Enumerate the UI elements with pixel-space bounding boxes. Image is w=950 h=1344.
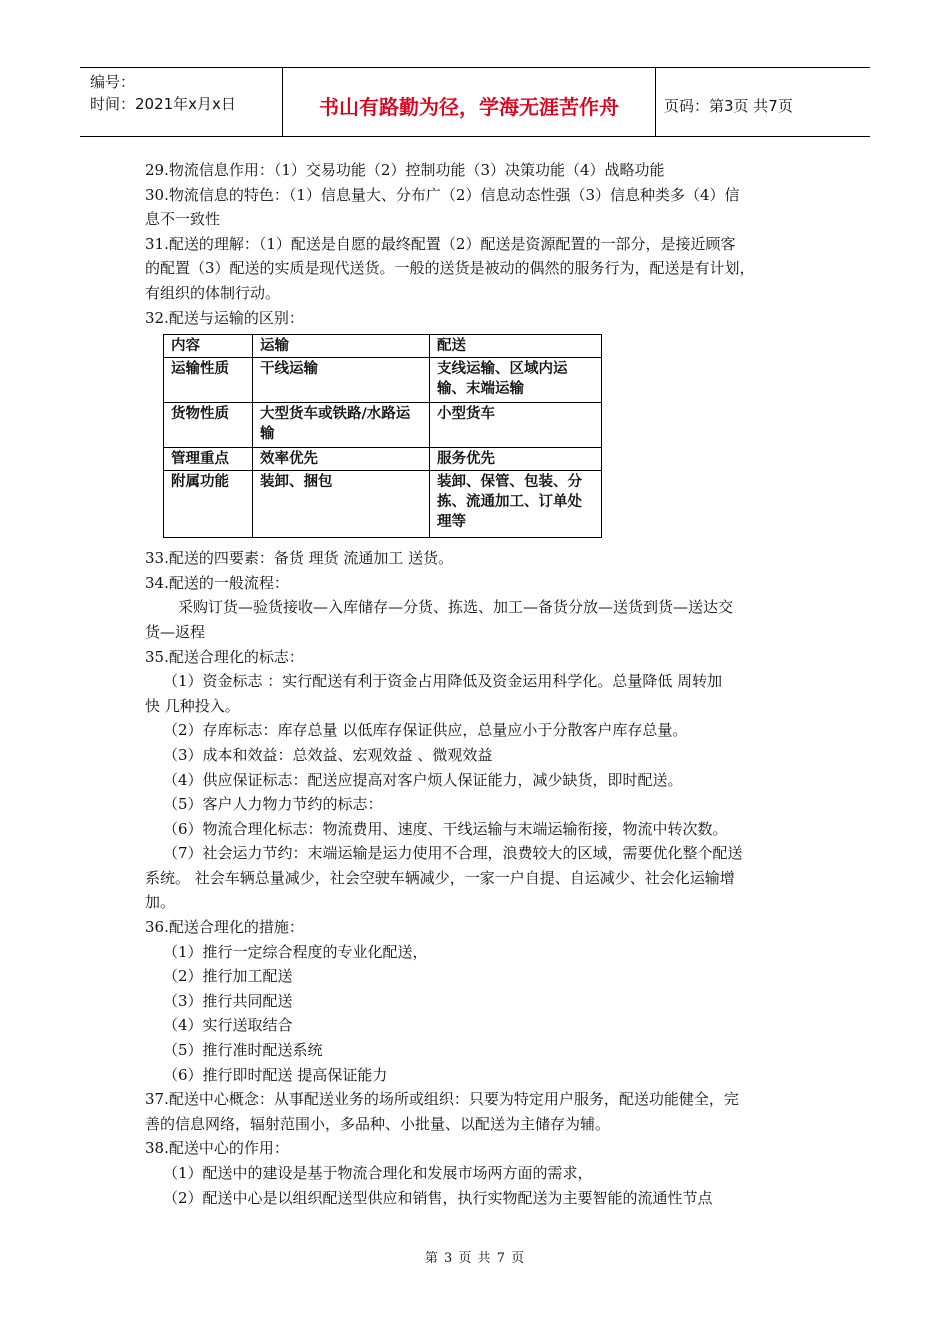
table-row [164,358,602,403]
list-item: （6）推行即时配送 提高保证能力 [163,1065,388,1084]
text-line: 31.配送的理解：（1）配送是自愿的最终配置（2）配送是资源配置的一部分，是接近顾客 [145,234,736,253]
header-number: 编号： [90,73,136,91]
text-line: 加。 [145,893,176,912]
text-line: 35.配送合理化的标志： [145,647,304,666]
table-cell: 大型货车或铁路/水路运输 [253,403,430,448]
list-item: （5）客户人力物力节约的标志： [163,795,383,814]
list-item: （4）实行送取结合 [163,1016,293,1035]
list-item: （6）物流合理化标志：物流费用、速度、干线运输与末端运输衔接，物流中转次数。 [163,819,728,838]
table-cell: 配送 [430,335,602,358]
table-row [164,448,602,471]
page-header [80,67,870,137]
text-line: 38.配送中心的作用： [145,1139,289,1158]
table-row [164,471,602,538]
list-item: （1）资金标志 ：实行配送有利于资金占用降低及资金运用科学化。总量降低 周转加 [163,672,723,691]
table-cell: 小型货车 [430,403,602,448]
list-item: （5）推行准时配送系统 [163,1041,323,1060]
header-motto: 书山有路勤为径，学海无涯苦作舟 [283,68,656,136]
text-line: 的配置（3）配送的实质是现代送货。一般的送货是被动的偶然的服务行为，配送是有计划， [145,259,755,278]
text-line: 有组织的体制行动。 [145,283,281,302]
text-line: 货—返程 [145,622,206,641]
text-line: 采购订货—验货接收—入库储存—分货、拣选、加工—备货分放—送货到货—送达交 [178,598,734,617]
table-cell: 附属功能 [164,471,253,538]
table-cell: 内容 [164,335,253,358]
table-cell: 装卸、捆包 [253,471,430,538]
list-item: （2）存库标志：库存总量 以低库存保证供应，总量应小于分散客户库存总量。 [163,721,688,740]
text-line: 37.配送中心概念：从事配送业务的场所或组织：只要为特定用户服务，配送功能健全，完 [145,1090,739,1109]
list-item: （4）供应保证标志：配送应提高对客户烦人保证能力，减少缺货，即时配送。 [163,770,683,789]
text-line: 32.配送与运输的区别： [145,308,304,327]
list-item: （2）推行加工配送 [163,967,293,986]
text-line: 息不一致性 [145,210,221,229]
text-line: 系统。 社会车辆总量减少，社会空驶车辆减少，一家一户自提、自运减少、社会化运输增 [145,868,735,887]
list-item: （7）社会运力节约：末端运输是运力使用不合理，浪费较大的区域，需要优化整个配送 [163,844,743,863]
comparison-table [163,334,602,538]
text-line: 34.配送的一般流程： [145,573,289,592]
table-cell: 服务优先 [430,448,602,471]
text-line: 30.物流信息的特色：（1）信息量大、分布广（2）信息动态性强（3）信息种类多（4）信 [145,185,740,204]
text-line: 29.物流信息作用：（1）交易功能（2）控制功能（3）决策功能（4）战略功能 [145,161,665,179]
list-item: （1）配送中的建设是基于物流合理化和发展市场两方面的需求， [163,1164,593,1182]
table-cell: 支线运输、区域内运输、末端运输 [430,358,602,403]
table-cell: 干线运输 [253,358,430,403]
list-item: （1）推行一定综合程度的专业化配送， [163,942,428,961]
list-item: （3）成本和效益：总效益、宏观效益 、微观效益 [163,745,493,764]
header-time: 时间：2021年x月x日 [90,95,236,113]
text-line: 36.配送合理化的措施： [145,918,304,937]
table-cell: 装卸、保管、包装、分拣、流通加工、订单处理等 [430,471,602,538]
header-page-number: 页码：第3页 共7页 [664,96,793,115]
list-item: （3）推行共同配送 [163,991,293,1010]
table-row [164,335,602,358]
table-cell: 运输 [253,335,430,358]
text-line: 快 几种投入。 [145,696,240,715]
table-cell: 管理重点 [164,448,253,471]
table-cell: 货物性质 [164,403,253,448]
table-cell: 运输性质 [164,358,253,403]
text-line: 善的信息网络，辐射范围小，多品种、小批量、以配送为主储存为辅。 [145,1114,611,1133]
list-item: （2）配送中心是以组织配送型供应和销售，执行实物配送为主要智能的流通性节点 [163,1188,713,1207]
text-line: 33.配送的四要素：备货 理货 流通加工 送货。 [145,549,454,568]
table-cell: 效率优先 [253,448,430,471]
table-row [164,403,602,448]
page-footer: 第 3 页 共 7 页 [424,1251,526,1266]
document-body [145,158,810,1210]
header-meta [80,68,283,136]
